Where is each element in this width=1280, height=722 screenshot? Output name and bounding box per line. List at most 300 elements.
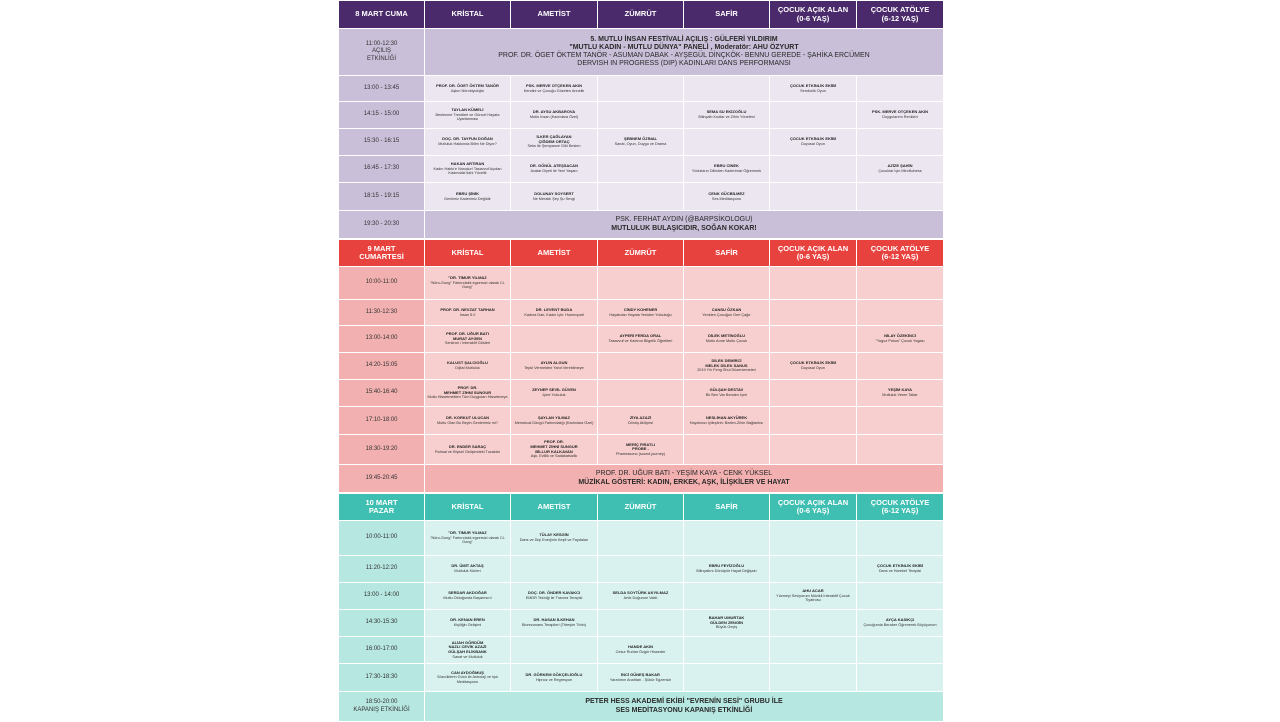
empty-cell (770, 521, 857, 556)
speaker-name: DİLEK DEMİRCİ MELEK DİLEK SANUS (705, 358, 748, 368)
session-topic: Bir Ben Var Benden İçeri (705, 393, 748, 398)
empty-cell (770, 610, 857, 637)
time-slot: 14:20-15:05 (339, 353, 425, 380)
session-cell (425, 435, 511, 465)
session-topic: Hayatıdan Hayata Yeniden Yolculuğu (609, 312, 672, 317)
schedule-row (339, 380, 944, 407)
speaker-name: YEŞİM KAYA (887, 387, 913, 393)
schedule-row (339, 211, 944, 239)
empty-cell (857, 183, 944, 211)
empty-cell (770, 407, 857, 435)
time-slot: 14:15 - 15:00 (339, 102, 425, 129)
session-cell (598, 300, 684, 326)
session-topic: Sanat, Oyun, Duygu ve Drama (614, 142, 667, 147)
time-slot: 17:30-18:30 (339, 664, 425, 692)
time-slot: 10:00-11:00 (339, 267, 425, 300)
session-topic: Biorezonans Terapileri (Titreşim Tıbbı) (521, 623, 587, 628)
speaker-name: "DR. TİMUR YILMAZ (448, 275, 487, 281)
session-cell (425, 300, 511, 326)
session-topic: Menstrual Döngü Farkındalığı (Kadınlara Özel) (514, 420, 594, 425)
session-cell (598, 435, 684, 465)
speaker-name: PSK. MERVE OTÇEKEN AKIN (525, 82, 582, 88)
hall-header: ÇOCUK ATÖLYE (6-12 YAŞ) (857, 1, 944, 29)
time-slot: 13:00-14:00 (339, 326, 425, 353)
schedule-row (339, 267, 944, 300)
schedule-row (339, 29, 944, 76)
speaker-name: ALİAH GÖRDÜM NAZLI CEVİK AZAZİ GÜLŞAH ELİKBANK (448, 639, 487, 655)
plenary-event (425, 692, 944, 722)
speaker-name: DİLEK METİNOĞLU (707, 333, 746, 339)
hall-header: ÇOCUK ATÖLYE (6-12 YAŞ) (857, 494, 944, 521)
empty-cell (684, 521, 770, 556)
session-topic: Senkron / İnteraktif Gösteri (444, 341, 491, 346)
speaker-name: İLKER ÇAĞLAYAN ÇİĞDEM ORTAÇ (536, 134, 572, 144)
session-topic: Mutlu İnsan (Kadınlara Özel) (529, 115, 579, 120)
speaker-name: CİNDY KOHENER (623, 306, 658, 312)
schedule-row (339, 664, 944, 692)
time-slot: 11:20-12:20 (339, 556, 425, 583)
plenary-line: SES MEDİTASYONU KAPANIŞ ETKİNLİĞİ (615, 706, 753, 714)
session-topic: Mutluluk Veren Tatlar (882, 393, 918, 398)
time-slot: 11:30-12:30 (339, 300, 425, 326)
session-topic: Sanat ve Mutluluk (452, 654, 483, 659)
hall-header: ÇOCUK AÇIK ALAN (0-6 YAŞ) (770, 240, 857, 267)
time-slot: 18:15 - 19:15 (339, 183, 425, 211)
session-topic: Duyusal Oyun (801, 366, 825, 371)
session-topic: Seks ile Şempanze Gibi Beslen (527, 144, 581, 149)
time-slot: 16:45 - 17:30 (339, 156, 425, 183)
session-cell (425, 156, 511, 183)
schedule-row (339, 102, 944, 129)
day-table (338, 0, 944, 239)
plenary-line: 5. MUTLU İNSAN FESTİVALİ AÇILIŞ : GÜLFERİ YILDIRIM (590, 35, 778, 43)
hall-header: ZÜMRÜT (598, 1, 684, 29)
session-topic: Avatar Diyeti ile Yeni Yaşam (530, 169, 578, 174)
session-cell (425, 326, 511, 353)
empty-cell (770, 183, 857, 211)
session-cell (425, 521, 511, 556)
empty-cell (598, 353, 684, 380)
empty-cell (770, 380, 857, 407)
session-topic: Yeniden Çocuğun Geri Çağır (702, 312, 751, 317)
empty-cell (684, 267, 770, 300)
speaker-name: DR. LEVENT BUDA (535, 306, 573, 312)
session-topic: Kişiliğin Gelişimi (453, 623, 482, 628)
speaker-name: ZEYNEP SEVİL GÜVEN (532, 387, 576, 393)
empty-cell (598, 102, 684, 129)
speaker-name: ÇOCUK ETKİNLİK EKİBİ (790, 82, 836, 88)
speaker-name: ÇOCUK ETKİNLİK EKİBİ (877, 563, 923, 569)
session-cell (511, 183, 598, 211)
plenary-line: "MUTLU KADIN - MUTLU DÜNYA" PANELİ , Moderatör: AHU ÖZYURT (569, 43, 799, 51)
speaker-name: PROF. DR. MEHMET ZİHNİ SUNGUR BİLLUR KALKAVAN (530, 439, 578, 454)
schedule-row (339, 183, 944, 211)
speaker-name: DR. ENDER SARAÇ (448, 443, 487, 449)
session-cell (511, 353, 598, 380)
plenary-line: PROF. DR. ÖGET ÖKTEM TANÖR - ASUMAN DABAK - AYŞEGÜL DİNÇKÖK- BENNU GEREDE - ŞAHİKA ERCÜMEN (498, 52, 870, 59)
session-cell (425, 129, 511, 156)
session-topic: Ruhsal ve Kişisel Gelişimdeki Tuzaklar (435, 449, 500, 454)
empty-cell (598, 556, 684, 583)
speaker-name: DOLUNAY SOYSERT (534, 190, 574, 196)
speaker-name: CENK GÜCBİLMEZ (708, 190, 745, 196)
session-topic: Hayatınızı İyileştirin: Beden-Zihin Bağlantısı (689, 420, 764, 425)
speaker-name: ZİYA AZAZİ (629, 414, 652, 420)
empty-cell (857, 583, 944, 610)
empty-cell (598, 156, 684, 183)
speaker-name: AYPERİ FERDA ORAL (619, 333, 662, 339)
session-topic: Dans ve Dişi Enerjinin Keşfi ve Faydaları (519, 538, 589, 543)
day-header-row (339, 240, 944, 267)
session-topic: Kendini ve Çocuğu Gözeten Annelik (523, 88, 585, 93)
empty-cell (598, 183, 684, 211)
day-label: 8 MART CUMA (339, 1, 425, 29)
time-slot: 19:45-20:45 (339, 465, 425, 493)
speaker-name: PROF. DR. MEHMET ZİHNİ SUNGUR (443, 385, 492, 395)
plenary-line: PROF. DR. UĞUR BATI - YEŞİM KAYA - CENK YÜKSEL (595, 470, 773, 478)
speaker-name: MERİÇ FIRATLI PROBE - (625, 441, 656, 452)
session-cell (684, 102, 770, 129)
session-cell (857, 380, 944, 407)
session-topic: Mutluluk Kürleri (454, 569, 481, 574)
session-topic: Pharmasono (sound journey) (616, 451, 665, 456)
session-cell (511, 435, 598, 465)
session-cell (684, 556, 770, 583)
hall-header: ÇOCUK AÇIK ALAN (0-6 YAŞ) (770, 494, 857, 521)
speaker-name: AZİZE ŞAHİN (887, 163, 913, 169)
speaker-name: DOÇ. DR. ÖNDER KAVAKCI (527, 590, 581, 596)
schedule-row (339, 300, 944, 326)
schedule-row (339, 556, 944, 583)
speaker-name: İNCİ GÜNEŞ BAKAR (621, 671, 660, 677)
plenary-event (425, 465, 944, 493)
session-cell (511, 102, 598, 129)
speaker-name: SEMA SU EKİZOĞLU (706, 109, 747, 115)
session-cell (598, 129, 684, 156)
empty-cell (511, 267, 598, 300)
speaker-name: CAN AYDOĞMUŞ (451, 669, 484, 675)
session-cell (425, 380, 511, 407)
speaker-name: KALUST ŞALCIOĞLU (447, 360, 488, 366)
empty-cell (684, 435, 770, 465)
day-header-row (339, 494, 944, 521)
empty-cell (598, 610, 684, 637)
session-cell (425, 610, 511, 637)
hall-header: SAFİR (684, 494, 770, 521)
session-cell (425, 583, 511, 610)
empty-cell (857, 129, 944, 156)
speaker-name: DR. GÖNÜL ATEŞSACAN (530, 163, 578, 169)
time-slot: 13:00 - 13:45 (339, 76, 425, 102)
empty-cell (857, 300, 944, 326)
session-topic: Kadın Hakkı'e Nurudur! Tasavvuf Açıdan Kadındaki İlahi Yücelik (433, 166, 502, 176)
session-cell (770, 583, 857, 610)
schedule-row (339, 76, 944, 102)
session-cell (511, 129, 598, 156)
empty-cell (770, 326, 857, 353)
speaker-name: AHU ACAR (802, 588, 824, 594)
session-topic: "Nöro-Gong" Farkındalık egzersizi olarak Ci-Gong" (430, 280, 505, 290)
schedule-row (339, 129, 944, 156)
empty-cell (857, 76, 944, 102)
hall-header: ÇOCUK ATÖLYE (6-12 YAŞ) (857, 240, 944, 267)
speaker-name: SELDA SOYTÜRK AKYILMAZ (612, 590, 669, 596)
session-cell (770, 353, 857, 380)
speaker-name: GÜLŞAH DESTAV (709, 387, 744, 393)
session-cell (511, 407, 598, 435)
empty-cell (684, 664, 770, 692)
hall-header: AMETİST (511, 494, 598, 521)
hall-header: SAFİR (684, 1, 770, 29)
session-cell (511, 583, 598, 610)
empty-cell (684, 583, 770, 610)
session-topic: Yüzmeyi Seviyorum Müzikli İnteraktif Çocuk Tiyatrosu (776, 593, 850, 603)
session-cell (857, 556, 944, 583)
plenary-line: MÜZİKAL GÖSTERİ: KADIN, ERKEK, AŞK, İLİŞKİLER VE HAYAT (578, 478, 790, 486)
session-topic: Artık Doğurum Vakti (623, 596, 658, 601)
time-slot: 14:30-15:30 (339, 610, 425, 637)
session-cell (425, 407, 511, 435)
speaker-name: ÇOCUK ETKİNLİK EKİBİ (790, 136, 836, 142)
session-cell (684, 380, 770, 407)
session-cell (684, 407, 770, 435)
time-slot: 13:00 - 14:00 (339, 583, 425, 610)
session-topic: Aşk, Evlilik ve Sadakatsizlik (530, 454, 578, 459)
session-topic: Ses Meditasyonu (711, 196, 742, 201)
session-cell (857, 156, 944, 183)
empty-cell (598, 380, 684, 407)
session-cell (684, 610, 770, 637)
empty-cell (511, 326, 598, 353)
speaker-name: PSK. MERVE OTÇEKEN AKIN (871, 109, 928, 115)
plenary-line: DERVISH IN PROGRESS (DIP) KADINLARI DANS PERFORMANSI (577, 60, 791, 68)
session-cell (770, 129, 857, 156)
session-topic: 2019 Yılı Feng Shui Düzenlemeleri (697, 368, 756, 373)
session-topic: Çocuğumla Beraber Öğrenerek Büyüyorum (863, 623, 937, 628)
hall-header: AMETİST (511, 1, 598, 29)
speaker-name: DR. KORKUT ULUCAN (445, 414, 490, 420)
empty-cell (770, 435, 857, 465)
empty-cell (684, 637, 770, 664)
festival-schedule (338, 0, 943, 720)
time-slot: 15:40-16:40 (339, 380, 425, 407)
speaker-name: TÜLAY KESGİN (539, 532, 569, 538)
schedule-row (339, 692, 944, 722)
schedule-row (339, 521, 944, 556)
day-header-row (339, 1, 944, 29)
speaker-name: AYLİN ALGUN (540, 360, 568, 366)
session-cell (684, 326, 770, 353)
schedule-row (339, 353, 944, 380)
session-cell (857, 102, 944, 129)
session-cell (511, 76, 598, 102)
empty-cell (684, 129, 770, 156)
empty-cell (511, 556, 598, 583)
empty-cell (598, 521, 684, 556)
schedule-row (339, 610, 944, 637)
hall-header: KRİSTAL (425, 494, 511, 521)
session-cell (598, 583, 684, 610)
session-cell (598, 407, 684, 435)
speaker-name: "DR. TİMUR YILMAZ (448, 530, 487, 536)
session-topic: Mutlu Anne Mutlu Çocuk (705, 339, 748, 344)
session-cell (770, 76, 857, 102)
schedule-row (339, 583, 944, 610)
session-topic: Kadına Dair, Kadın İçin: Homeopati (524, 312, 584, 317)
schedule-row (339, 407, 944, 435)
day-table (338, 239, 944, 493)
session-topic: Tepki Vermekten Yanıt Verebilmeye (524, 366, 584, 371)
hall-header: ZÜMRÜT (598, 240, 684, 267)
session-cell (684, 300, 770, 326)
session-topic: Dans ve Hareket Terapisi (878, 569, 922, 574)
schedule-row (339, 156, 944, 183)
time-slot: 18:50-20:00 KAPANIŞ ETKİNLİĞİ (339, 692, 425, 722)
speaker-name: DR. GÖRKEM GÖKÇELİOĞLU (525, 671, 583, 677)
speaker-name: NİLAY ÖZEKİNCİ (884, 333, 916, 339)
session-topic: Bilinçaltı Kodlar ve Zihin Yönetimi (698, 115, 755, 120)
session-topic: Cesur Ruhlar Özgür Hisseder (615, 650, 666, 655)
session-topic: Çocuklar İçin Mindfulness (878, 169, 922, 174)
session-topic: Duygularımı Renkleri (882, 115, 918, 120)
session-topic: "Nöro-Gong" Farkındalık egzersizi olarak Ci-Gong" (430, 535, 505, 545)
speaker-name: SERDAR AKDOĞAR (448, 590, 487, 596)
time-slot: 10:00-11:00 (339, 521, 425, 556)
empty-cell (857, 407, 944, 435)
empty-cell (770, 102, 857, 129)
speaker-name: ÇOCUK ETKİNLİK EKİBİ (790, 360, 836, 366)
session-topic: Geniimiz Kaderimiz Değildir (444, 196, 491, 201)
session-topic: Dijital Mutluluk (455, 366, 480, 371)
session-topic: Sembolik Oyun (800, 88, 826, 93)
day-label: 10 MART PAZAR (339, 494, 425, 521)
time-slot: 11:00-12:30 AÇILIŞ ETKİNLİĞİ (339, 29, 425, 76)
speaker-name: TAYLAN KÜMELİ (451, 107, 484, 113)
hall-header: ZÜMRÜT (598, 494, 684, 521)
session-cell (511, 664, 598, 692)
empty-cell (857, 521, 944, 556)
session-topic: İçine Yolculuk (542, 393, 566, 398)
session-cell (511, 156, 598, 183)
schedule-row (339, 465, 944, 493)
session-topic: Aşkın Nörobiyolojisi (450, 88, 485, 93)
speaker-name: ŞEBNEM ÖZİNAL (623, 136, 658, 142)
hall-header: KRİSTAL (425, 1, 511, 29)
empty-cell (857, 353, 944, 380)
hall-header: KRİSTAL (425, 240, 511, 267)
session-topic: Hipnoz ve Regresyon (535, 677, 573, 682)
hall-header: AMETİST (511, 240, 598, 267)
speaker-name: PROF. DR. NEVZAT TARHAN (440, 306, 495, 312)
empty-cell (770, 267, 857, 300)
empty-cell (857, 267, 944, 300)
session-cell (598, 664, 684, 692)
schedule-row (339, 637, 944, 664)
session-topic: Mutlu Olan Bu Beyin Genlerimiz mi? (437, 420, 498, 425)
session-cell (425, 267, 511, 300)
hall-header: SAFİR (684, 240, 770, 267)
empty-cell (770, 556, 857, 583)
session-topic: Sözcüklerin Gücü ile Astroloji ve Işık Meditasyonu (437, 675, 498, 684)
speaker-name: DR. ÜMİT AKTAŞ (451, 563, 484, 569)
time-slot: 18:30-19:20 (339, 435, 425, 465)
empty-cell (770, 664, 857, 692)
session-cell (511, 300, 598, 326)
empty-cell (770, 637, 857, 664)
speaker-name: DR. HASAN İLKEHAN (533, 617, 575, 623)
speaker-name: DR. KENAN EREN (450, 617, 485, 623)
session-topic: Beslenme Trendleri ve Güncel Hayata Uyarlanması (435, 112, 500, 122)
speaker-name: CANSU ÖZKAN (711, 306, 742, 312)
session-topic: Bilinçaltını Dönüştür Hayat Değişsin (696, 569, 757, 574)
session-topic: Tasavvuf ve Kadının Bilgelik Öğretileri (608, 339, 673, 344)
day-label: 9 MART CUMARTESİ (339, 240, 425, 267)
session-cell (684, 353, 770, 380)
session-cell (511, 521, 598, 556)
speaker-name: DOÇ. DR. TAYFUN DOĞAN (442, 136, 493, 142)
session-topic: Büyük Geçiş (715, 625, 738, 630)
session-topic: Yaratımın Anahtarı - Şükür Egzersizi (609, 677, 672, 682)
session-topic: İnsan 5.0 (459, 312, 476, 317)
speaker-name: PROF. DR. ÖGET ÖKTEM TANÖR (436, 82, 499, 88)
speaker-name: EBRU ŞİNİK (455, 190, 480, 196)
empty-cell (857, 637, 944, 664)
session-cell (425, 664, 511, 692)
empty-cell (857, 664, 944, 692)
session-topic: Yıldızların Dilinden Kaderimizi Öğrenmek (691, 169, 762, 174)
session-cell (684, 183, 770, 211)
speaker-name: EBRU CİNEK (714, 163, 739, 169)
session-topic: Mutluluk Hakkında Bilim Ne Diyor? (438, 142, 497, 147)
session-cell (425, 102, 511, 129)
empty-cell (598, 267, 684, 300)
empty-cell (598, 76, 684, 102)
hall-header: ÇOCUK AÇIK ALAN (0-6 YAŞ) (770, 1, 857, 29)
time-slot: 17:10-18:00 (339, 407, 425, 435)
time-slot: 16:00-17:00 (339, 637, 425, 664)
session-cell (857, 326, 944, 353)
session-topic: Dönüş Atölyesi (627, 420, 654, 425)
empty-cell (684, 76, 770, 102)
session-cell (684, 156, 770, 183)
speaker-name: HAKAN ARTIRAN (450, 161, 485, 167)
speaker-name: AYÇA KASIKÇI (885, 617, 915, 623)
plenary-event (425, 211, 944, 239)
empty-cell (857, 435, 944, 465)
session-cell (425, 183, 511, 211)
schedule-row (339, 435, 944, 465)
plenary-event (425, 29, 944, 76)
session-cell (425, 556, 511, 583)
plenary-line: PSK. FERHAT AYDIN (@BARPSİKOLOGU) (615, 216, 753, 224)
session-cell (857, 610, 944, 637)
session-topic: Mutlu Hissetmekten Tüm Duyguları Hissetmeye (427, 395, 508, 400)
session-cell (598, 637, 684, 664)
speaker-name: PROF. DR. UĞUR BATI MURAT AYGEN (446, 331, 489, 341)
day-table (338, 493, 944, 722)
session-cell (598, 326, 684, 353)
speaker-name: DR. AYSU AKBAROVA (532, 109, 576, 115)
session-cell (511, 610, 598, 637)
session-cell (511, 380, 598, 407)
time-slot: 15:30 - 16:15 (339, 129, 425, 156)
plenary-line: PETER HESS AKADEMİ EKİBİ "EVRENİN SESİ" GRUBU İLE (585, 698, 783, 706)
empty-cell (770, 300, 857, 326)
session-topic: Mutlu Olduğunda Başarırsın! (443, 596, 492, 601)
speaker-name: HANDE AKIN (628, 644, 653, 650)
plenary-line: MUTLULUK BULAŞICIDIR, SOĞAN KOKAR! (611, 224, 757, 232)
speaker-name: BAHAR UMURTAK GÜLDEN ZENGİN (708, 615, 745, 625)
